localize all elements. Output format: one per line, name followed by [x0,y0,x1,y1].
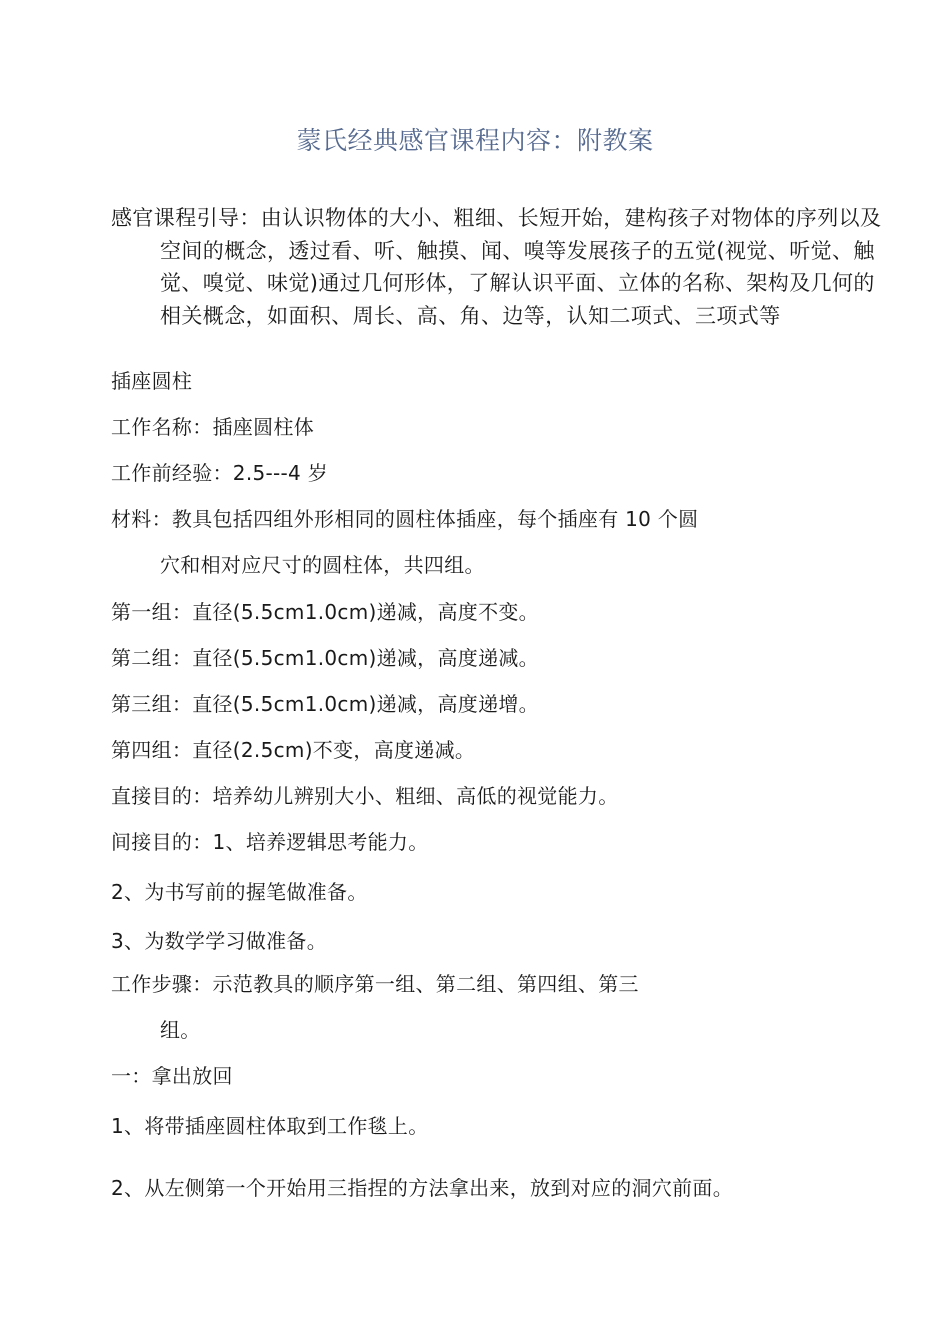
prior-experience-line: 工作前经验：2.5---4 岁 [111,461,329,485]
step-one-item-1: 1、将带插座圆柱体取到工作毯上。 [111,1114,429,1138]
work-name-line: 工作名称：插座圆柱体 [111,415,314,439]
indirect-purpose-line: 间接目的：1、培养逻辑思考能力。 [111,830,429,854]
group-three-line: 第三组：直径(5.5cm1.0cm)递减，高度递增。 [111,692,539,716]
step-one-heading: 一：拿出放回 [111,1064,233,1088]
indirect-purpose-item-2: 2、为书写前的握笔做准备。 [111,880,368,904]
group-two-line: 第二组：直径(5.5cm1.0cm)递减，高度递减。 [111,646,539,670]
materials-line-continued: 穴和相对应尺寸的圆柱体，共四组。 [160,553,485,577]
work-steps-line: 工作步骤：示范教具的顺序第一组、第二组、第四组、第三 [111,972,639,996]
intro-paragraph: 感官课程引导：由认识物体的大小、粗细、长短开始，建构孩子对物体的序列以及空间的概念，透过看、听、触摸、闻、嗅等发展孩子的五觉(视觉、听觉、触觉、嗅觉、味觉)通过几何形体，了解认识平面、立体的名称、架构及几何的相关概念，如面积、周长、高、角、边等，认知二项式、三项式等 [111,206,882,328]
document-title: 蒙氏经典感官课程内容：附教案 [296,126,654,155]
materials-line: 材料：教具包括四组外形相同的圆柱体插座，每个插座有 10 个圆 [111,507,699,531]
group-one-line: 第一组：直径(5.5cm1.0cm)递减，高度不变。 [111,600,539,624]
section-heading-cylinder-blocks: 插座圆柱 [111,369,193,393]
direct-purpose-line: 直接目的：培养幼儿辨别大小、粗细、高低的视觉能力。 [111,784,619,808]
step-one-item-2: 2、从左侧第一个开始用三指捏的方法拿出来，放到对应的洞穴前面。 [111,1176,734,1200]
group-four-line: 第四组：直径(2.5cm)不变，高度递减。 [111,738,476,762]
work-steps-line-continued: 组。 [160,1018,201,1042]
indirect-purpose-item-3: 3、为数学学习做准备。 [111,929,328,953]
